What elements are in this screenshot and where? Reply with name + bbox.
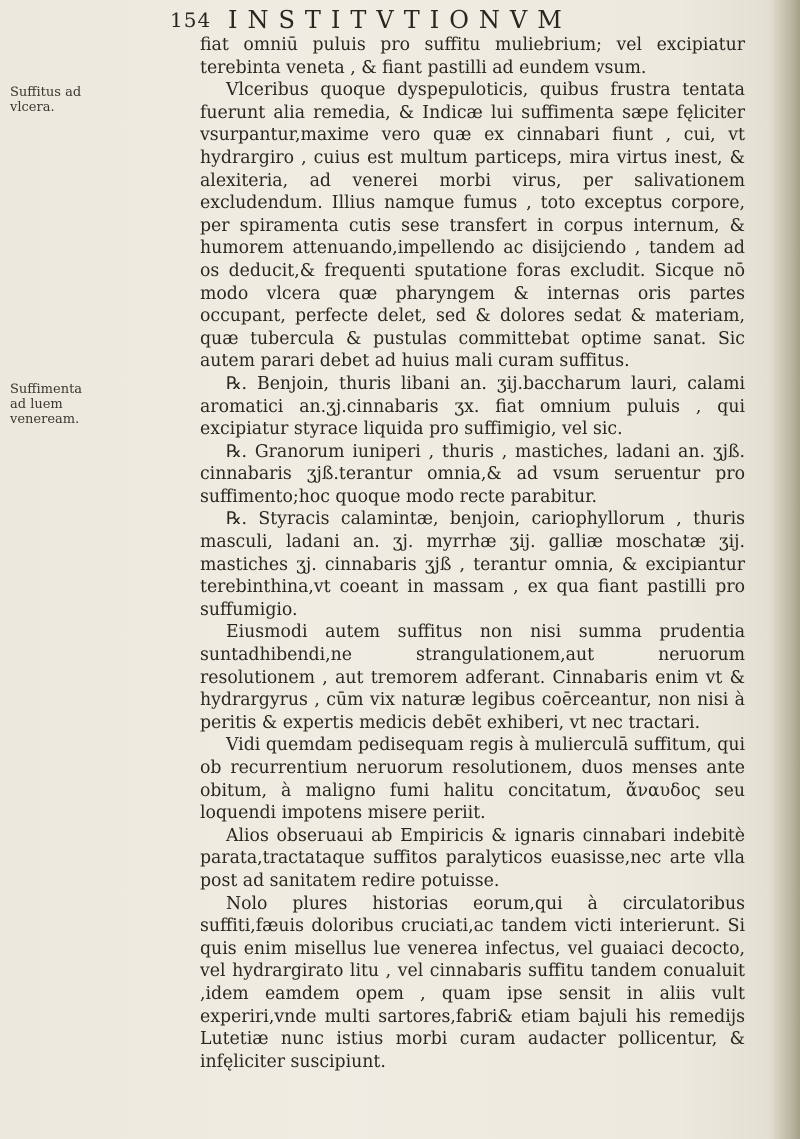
paragraph: Eiusmodi autem suffitus non nisi summa prudentia suntadhibendi,ne strangulationem,aut neruorum resolutionem , aut tremorem adferant. Cinnabaris enim vt & hydrargyrus , cūm vix naturæ legibus coērceantur, non nisi à peritis & expertis medicis debēt exhiberi, vt nec tractari. (200, 622, 745, 733)
main-text (200, 34, 745, 1073)
recipe-paragraph: ℞. Granorum iuniperi , thuris , mastiches, ladani an. ʒjß. cinnabaris ʒjß.terantur omnia,& ad vsum seruentur pro suffimento;hoc quoque modo recte parabitur. (200, 441, 745, 507)
recipe-paragraph: ℞. Styracis calamintæ, benjoin, cariophyllorum , thuris masculi, ladani an. ʒj. myrrhæ ʒij. galliæ moschatæ ʒij. mastiches ʒj. cinnabaris ʒjß , terantur omnia, & excipiantur terebinthina,vt coeant in massam , ex qua fiant pastilli pro suffumigio. (200, 509, 745, 620)
margin-note-suffimenta: Suffimenta ad luem venerеam. (10, 382, 83, 427)
recipe-paragraph: ℞. Benjoin, thuris libani an. ʒij.baccharum lauri, calami aromatici an.ʒj.cinnabaris ʒx. fiat omnium puluis , qui excipiatur styrace liquida pro suffimigio, vel sic. (200, 373, 745, 440)
page-header (170, 6, 730, 36)
paragraph: fiat omniū puluis pro suffitu muliebrium; vel excipiatur terebinta veneta , & fiant pastilli ad eundem vsum. (200, 35, 745, 78)
page-number: 154 (170, 8, 212, 32)
margin-note-suffitus: Suffitus ad vlcera. (10, 85, 82, 115)
paragraph: Alios obseruaui ab Empiricis & ignaris cinnabari indebitè paratа,tractataque suffitos paralyticos euasisse,nec arte vlla post ad sanitatem redire potuisse. (200, 825, 745, 891)
paragraph: Vlceribus quoque dyspepuloticis, quibus frustra tentata fuerunt alia remedia, & Indicæ lui suffimenta sæpe fęliciter vsurpantur,maxime vero quæ ex cinnabari fiunt , cui, vt hydrargiro , cuius est multum particeps, mira virtus inest, & alexiteria, ad venerei morbi virus, per salivationem excludendum. Illius namque fumus , toto exceptus corpore, per spiramenta cutis sese transfert in corpus internum, & humorem attenuando,impellendo ac disijciendo , tandem ad os deducit,& frequenti sputatione foras excludit. Sicque nō modo vlcera quæ pharyngem & internas oris partes occupant, perfecte delet, sed & dolores sedat & materiam, quæ tubercula & pustulas committebat optime sanat. Sic autem parari debet ad huius mali curam suffitus. (200, 80, 745, 372)
paragraph: Vidi quemdam pedisequam regis à mulierculā suffitum, qui ob recurrentium neruorum resolutionem, duos menses ante obitum, à maligno fumi halitu concitatum, ἄναυδος seu loquendi impotens misere periit. (200, 735, 745, 824)
page-edge-shadow (774, 0, 800, 1139)
running-title: INSTITVTIONVM (228, 6, 572, 34)
paragraph: Nolo plures historias eorum,qui à circulatoribus suffiti,fæuis doloribus cruciati,ac tandem victi interierunt. Si quis enim misellus lue venerea infectus, vel guaiaci decocto, vel hydrargirato litu , vel cinnabaris suffitu tandem conualuit ,idem eamdem opem , quam ipse sensit in aliis vult experiri,vnde multi sartores,fabri& etiam bajuli his remedijs Lutetiæ nunc istius morbi curam audacter pollicentur, & infęliciter suscipiunt. (200, 893, 745, 1072)
